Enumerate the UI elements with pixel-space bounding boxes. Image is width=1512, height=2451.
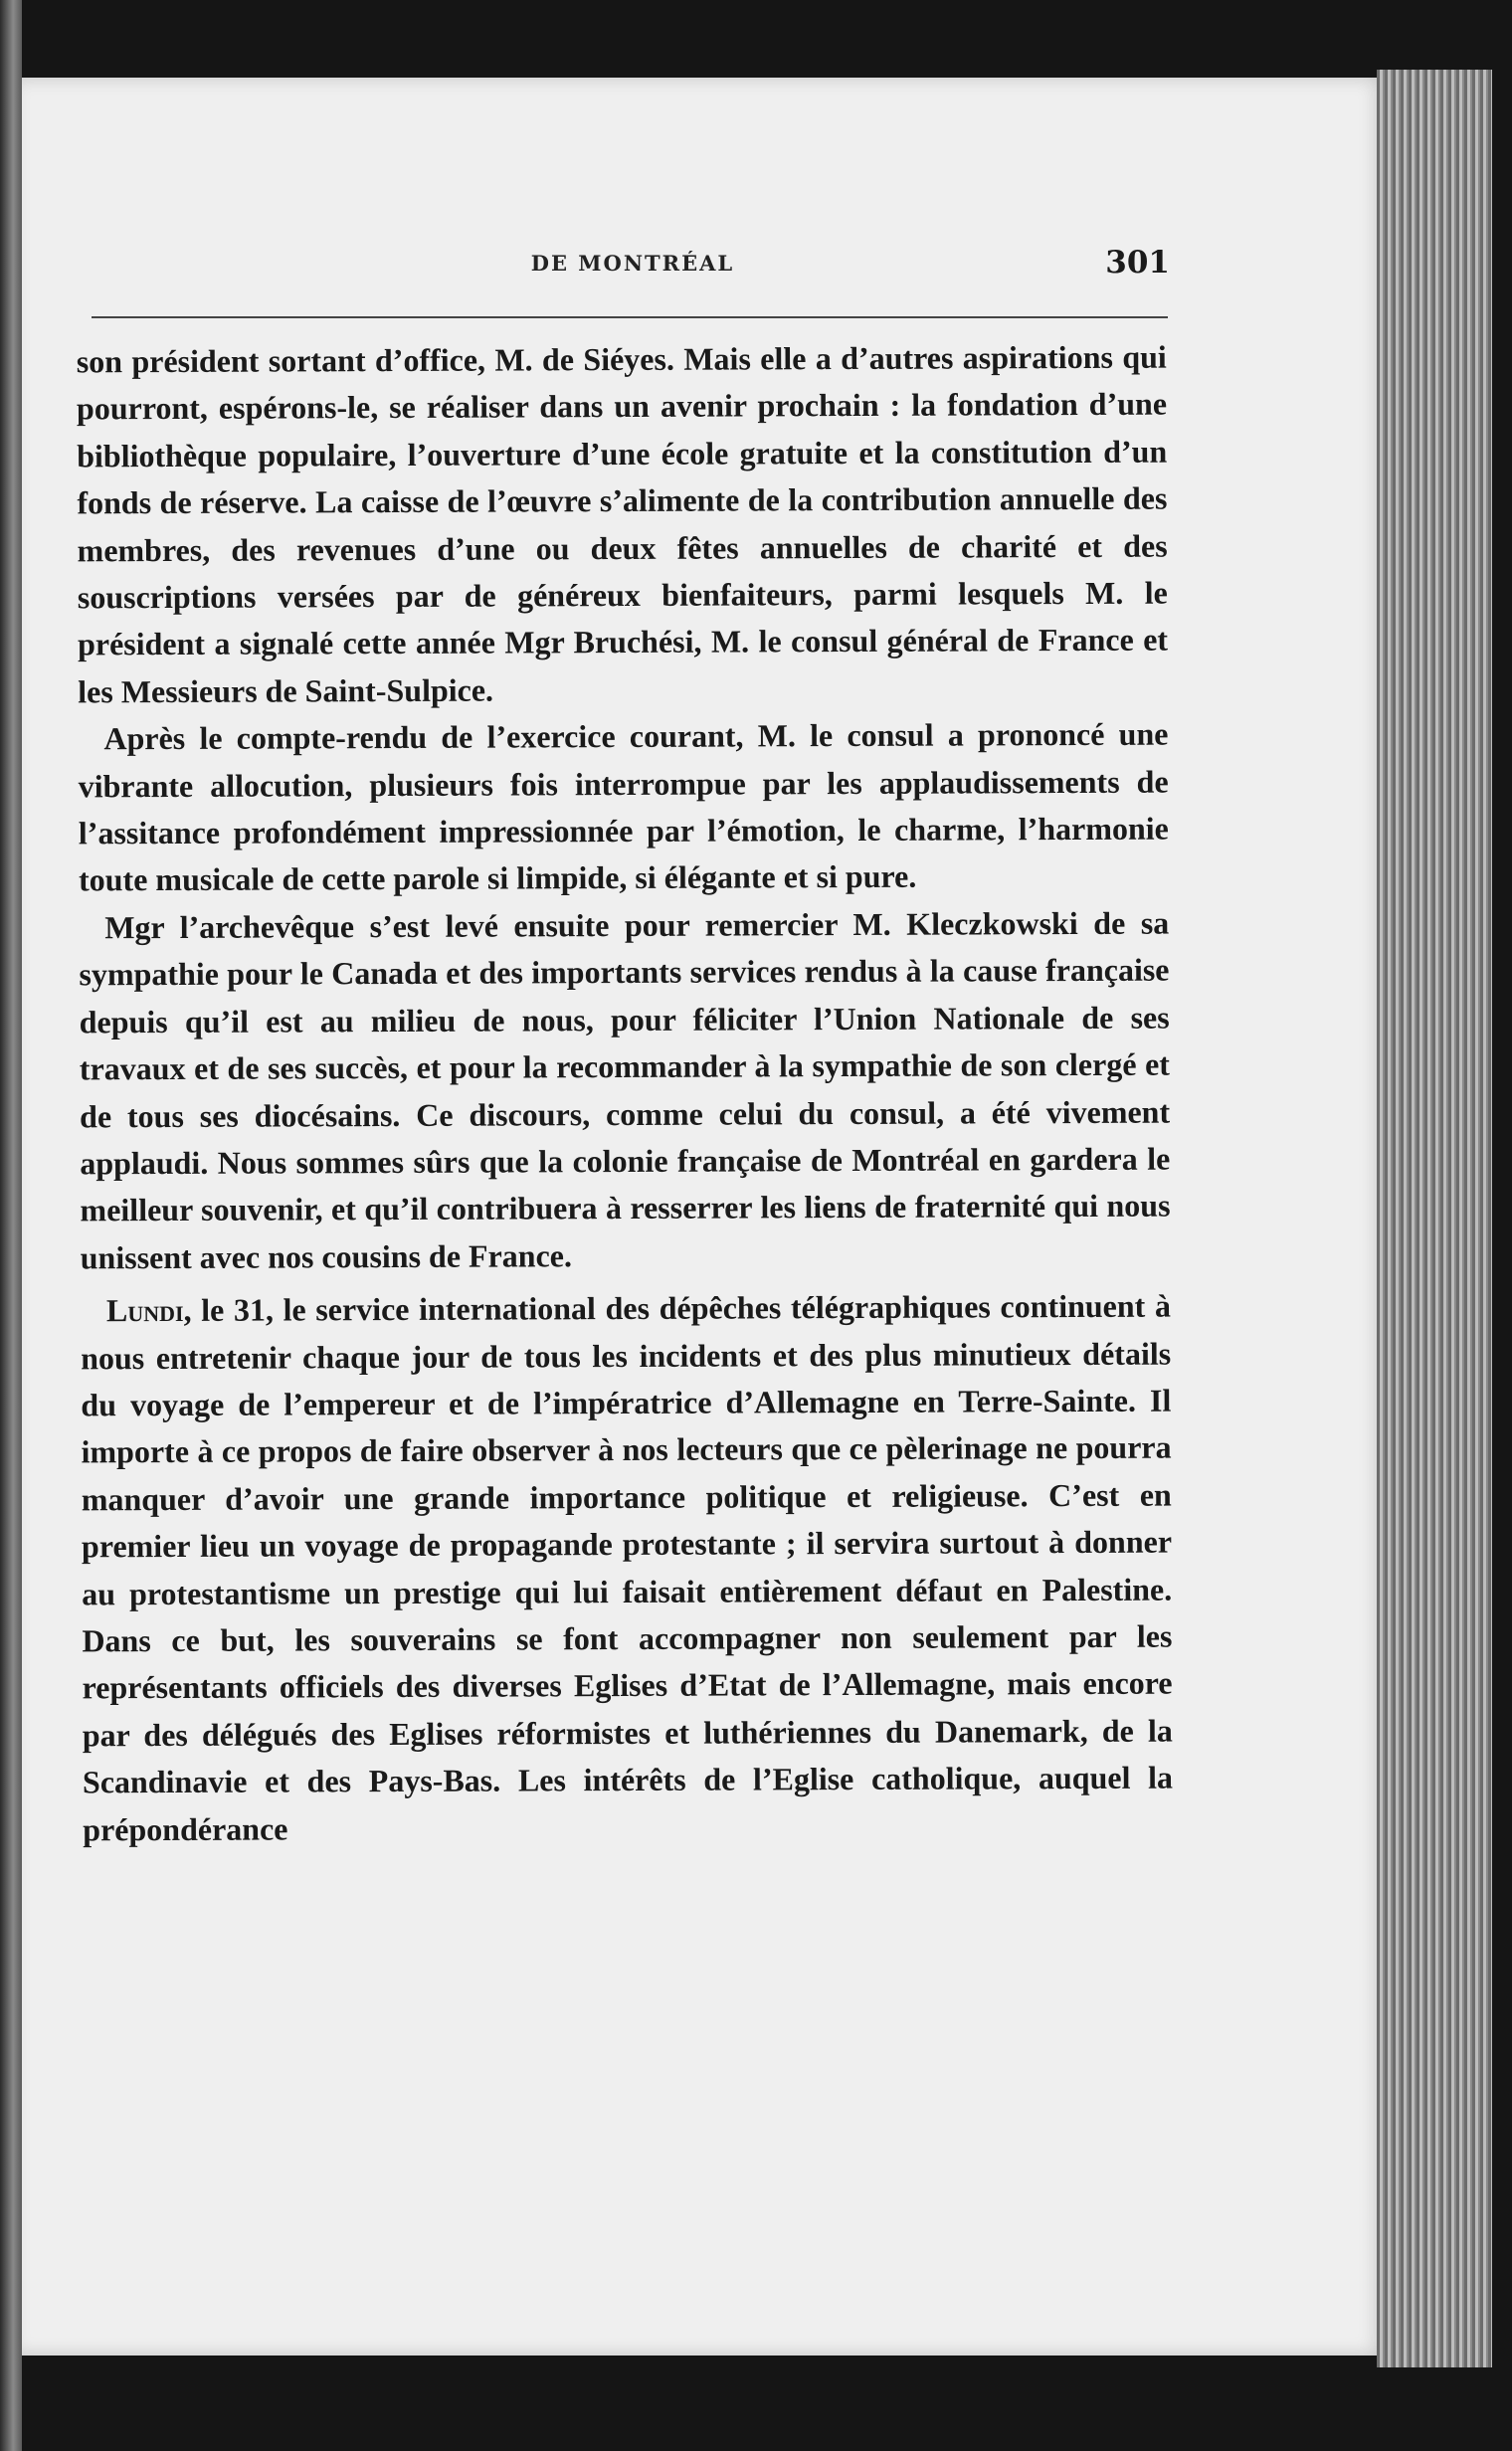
facing-page-edge <box>0 0 22 2451</box>
body-text <box>77 334 1174 1854</box>
page-header <box>95 245 1170 304</box>
page-stack-edges <box>1377 70 1492 2367</box>
paragraph-4 <box>81 1283 1173 1854</box>
running-head: DE MONTRÉAL <box>530 251 735 276</box>
paragraph-2: Après le compte-rendu de l’exercice courant, M. le consul a prononcé une vibrante allocution, plusieurs fois interrompue par les applaudissements de l’assitance profondément impressionnée par l’émotion, le charme, l’harmonie toute musicale de cette parole si limpide, si élégante et si pure. <box>78 715 1169 898</box>
paragraph-4-lead: Lundi <box>105 1292 184 1329</box>
header-rule <box>92 316 1168 318</box>
paragraph-4-text: , le 31, le service international des dépêches télégraphiques continuent à nous entretenir chaque jour de tous les incidents et des plus minutieux détails du voyage de l’empereur et de l’impératrice d’Allemagne en Terre-Sainte. Il importe à ce propos de faire observer à nos lecteurs que ce pèlerinage ne pourra manquer d’avoir une grande importance politique et religieuse. C’est en premier lieu un voyage de propagande protestante ; il servira surtout à donner au protestantisme un prestige qui lui faisait entièrement défaut en Palestine. Dans ce but, les souverains se font accompagner non seulement par les représentants officiels des diverses Eglises d’Etat de l’Allemagne, mais encore par des délégués des Eglises réformistes et luthériennes du Danemark, de la Scandinavie et des Pays-Bas. Les intérêts de l’Eglise catholique, auquel la prépondérance <box>81 1287 1174 1847</box>
paragraph-3: Mgr l’archevêque s’est levé ensuite pour remercier M. Kleczkowski de sa sympathie pour le Canada et des importants services rendus à la cause française depuis qu’il est au milieu de nous, pour féliciter l’Union Nationale de ses travaux et de ses succès, et pour la recommander à la sympathie de son clergé et de tous ses diocésains. Ce discours, comme celui du consul, a été vivement applaudi. Nous sommes sûrs que la colonie française de Montréal en gardera le meilleur souvenir, et qu’il contribuera à resserrer les liens de fraternité qui nous unissent avec nos cousins de France. <box>79 904 1171 1276</box>
page-number: 301 <box>1105 245 1170 281</box>
paragraph-1: son président sortant d’office, M. de Siéyes. Mais elle a d’autres aspirations qui pourront, espérons-le, se réaliser dans un avenir prochain : la fondation d’une bibliothèque populaire, l’ouverture d’une école gratuite et la constitution d’un fonds de réserve. La caisse de l’œuvre s’alimente de la contribution annuelle des membres, des revenues d’une ou deux fêtes annuelles de charité et des souscriptions versées par de généreux bienfaiteurs, parmi lesquels M. le président a signalé cette année Mgr Bruchési, M. le consul général de France et les Messieurs de Saint-Sulpice. <box>76 338 1169 710</box>
